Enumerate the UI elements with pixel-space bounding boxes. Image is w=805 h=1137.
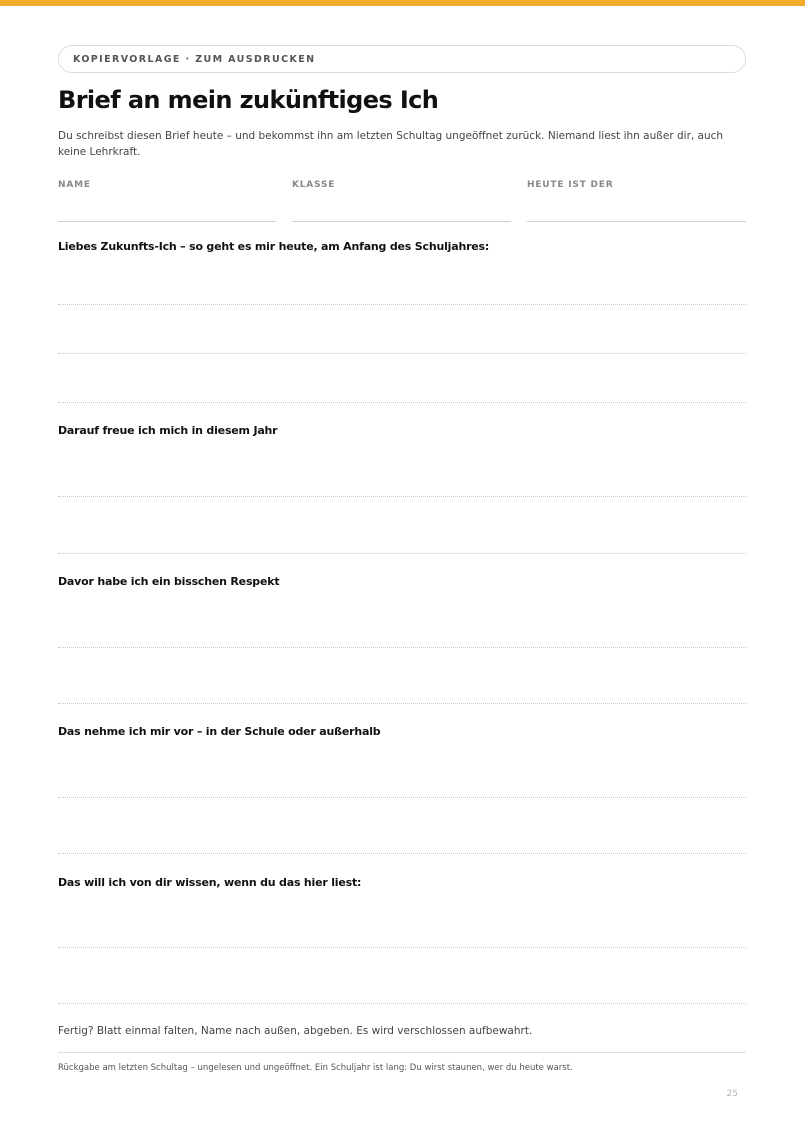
- writing-line: [58, 947, 746, 948]
- page-title: Brief an mein zukünftiges Ich: [58, 86, 439, 114]
- name-label: NAME: [58, 180, 91, 190]
- class-line: [292, 221, 511, 222]
- intro-text: Du schreibst diesen Brief heute – und bekommst ihn am letzten Schultag ungeöffnet zurück. Niemand liest ihn außer dir, auch keine Lehrkraft.: [58, 130, 724, 158]
- closing-instruction: Fertig? Blatt einmal falten, Name nach außen, abgeben. Es wird verschlossen aufbewahrt.: [58, 1025, 533, 1037]
- writing-line: [58, 553, 746, 554]
- top-accent-bar: [0, 0, 805, 6]
- badge-label: KOPIERVORLAGE · ZUM AUSDRUCKEN: [73, 53, 316, 65]
- section-heading-looking-forward: Darauf freue ich mich in diesem Jahr: [58, 424, 278, 437]
- section-heading-respect: Davor habe ich ein bisschen Respekt: [58, 575, 280, 588]
- writing-line: [58, 853, 746, 854]
- writing-line: [58, 703, 746, 704]
- writing-line: [58, 797, 746, 798]
- writing-line: [58, 496, 746, 497]
- section-heading-today: Liebes Zukunfts-Ich – so geht es mir heute, am Anfang des Schuljahres:: [58, 240, 490, 253]
- name-line: [58, 221, 276, 222]
- writing-line: [58, 1003, 746, 1004]
- date-label: HEUTE IST DER: [527, 180, 614, 190]
- section-heading-resolutions: Das nehme ich mir vor – in der Schule oder außerhalb: [58, 725, 381, 738]
- class-label: KLASSE: [292, 180, 336, 190]
- writing-line: [58, 304, 746, 305]
- date-line: [527, 221, 746, 222]
- footer-note: Rückgabe am letzten Schultag – ungelesen und ungeöffnet. Ein Schuljahr ist lang: Du wirst staunen, wer du heute warst.: [58, 1063, 573, 1073]
- copy-template-badge: [58, 45, 746, 73]
- writing-line: [58, 402, 746, 403]
- writing-line: [58, 647, 746, 648]
- writing-line: [58, 353, 746, 354]
- page-number: 25: [726, 1089, 738, 1099]
- footer-divider: [58, 1052, 746, 1053]
- section-heading-questions: Das will ich von dir wissen, wenn du das hier liest:: [58, 876, 362, 889]
